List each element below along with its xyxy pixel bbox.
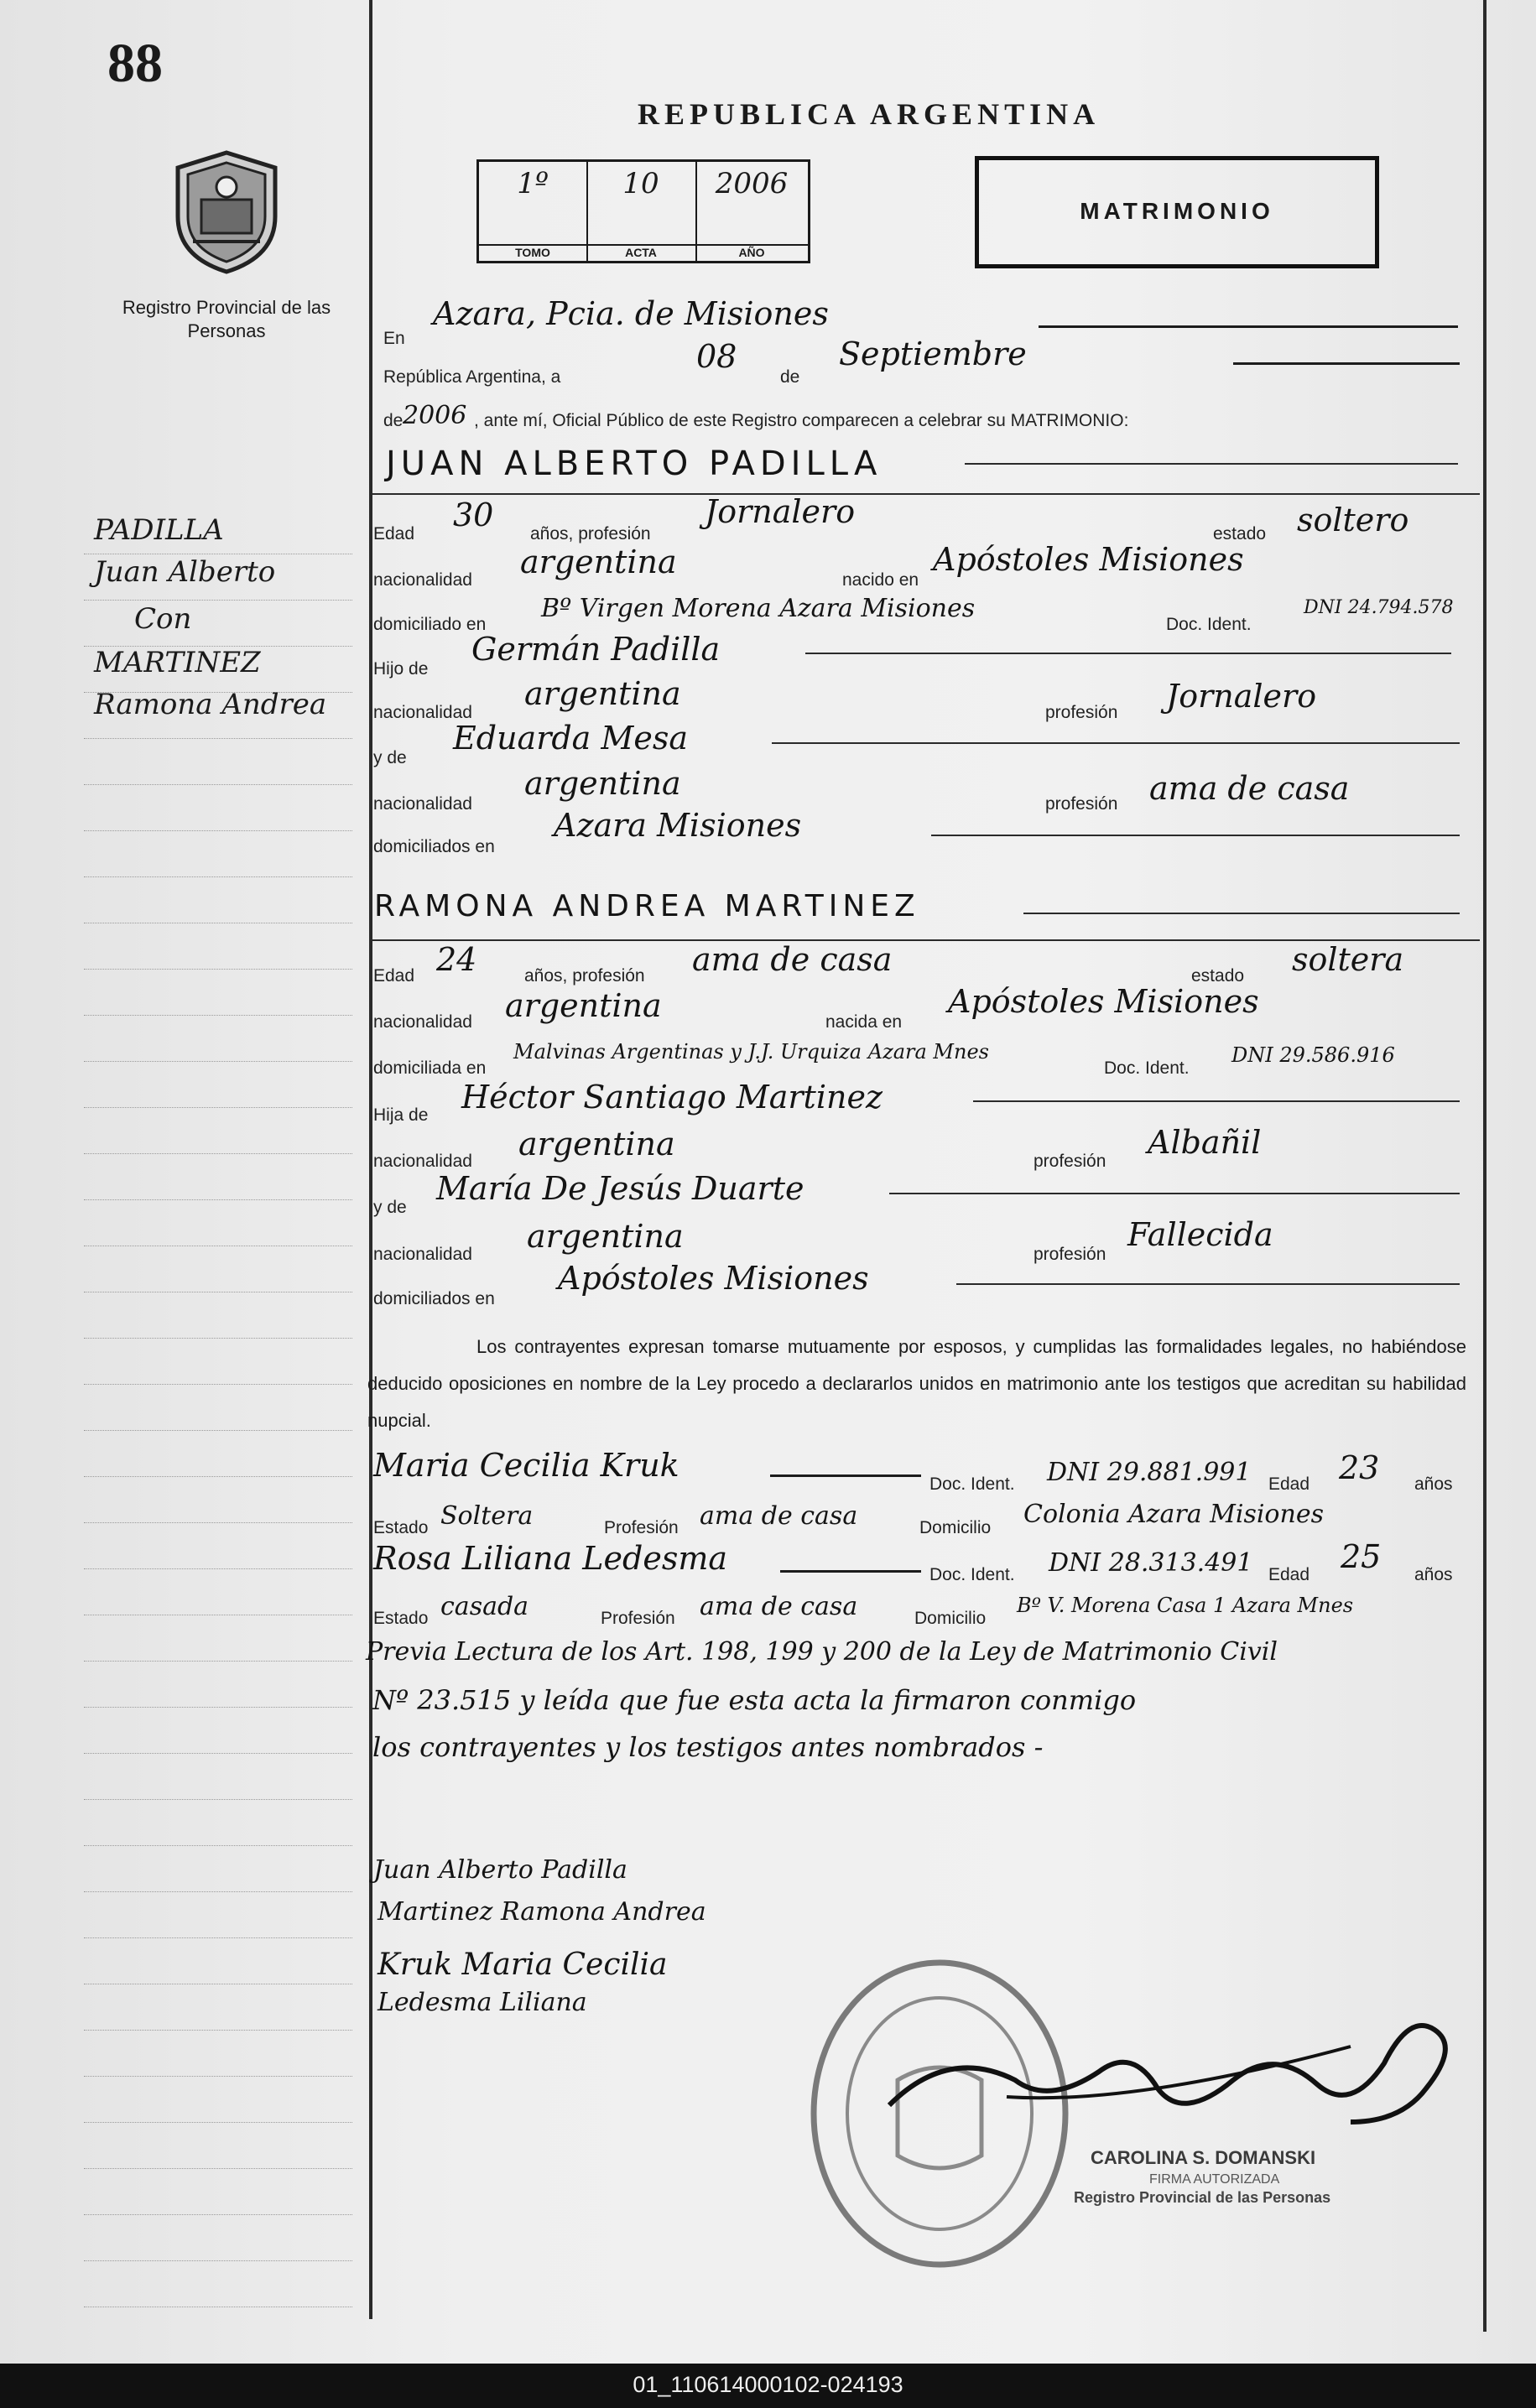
witness-2-status-label: Estado <box>373 1609 429 1628</box>
bride-age-label: Edad <box>373 966 415 986</box>
groom-father-label: Hijo de <box>373 659 429 679</box>
bride-mother: María De Jesús Duarte <box>436 1170 804 1207</box>
bride-status-label: estado <box>1191 966 1245 986</box>
groom-father-profession-label: profesión <box>1045 703 1118 722</box>
margin-rule-line <box>84 1153 352 1154</box>
margin-rule-line <box>84 1845 352 1846</box>
witness-1-profession: ama de casa <box>700 1501 858 1531</box>
groom-domicile-label: domiciliado en <box>373 615 487 634</box>
witness-1-status: Soltera <box>440 1501 534 1531</box>
official-title: FIRMA AUTORIZADA <box>1149 2172 1280 2187</box>
bride-nationality: argentina <box>505 987 662 1024</box>
margin-rule-line <box>84 2260 352 2261</box>
bride-mother-nationality-label: nacionalidad <box>373 1245 472 1264</box>
witness-2-status: casada <box>440 1592 529 1621</box>
witness-2-name: Rosa Liliana Ledesma <box>373 1540 728 1577</box>
bride-father-nationality: argentina <box>518 1126 675 1162</box>
groom-birthplace-label: nacido en <box>842 570 919 590</box>
groom-mother-nationality-label: nacionalidad <box>373 794 472 814</box>
bride-doc: DNI 29.586.916 <box>1231 1043 1395 1067</box>
margin-rule-line <box>84 1338 352 1339</box>
witness-1-name: Maria Cecilia Kruk <box>373 1447 679 1484</box>
country-title: REPUBLICA ARGENTINA <box>638 97 1101 131</box>
margin-rule-line <box>84 2122 352 2123</box>
tomo-value: 1º <box>517 167 549 200</box>
signature-3: Kruk Maria Cecilia <box>377 1948 668 1982</box>
bride-father-profession: Albañil <box>1148 1124 1262 1161</box>
witness-2-age: 25 <box>1341 1538 1382 1575</box>
margin-rule-line <box>84 1107 352 1108</box>
groom-age-label: Edad <box>373 524 415 543</box>
ano-label: AÑO <box>695 244 808 259</box>
groom-status-label: estado <box>1213 524 1267 543</box>
witness-1-doc-label: Doc. Ident. <box>929 1474 1015 1494</box>
margin-rule-line <box>84 1061 352 1062</box>
official-signature-icon <box>881 1996 1468 2147</box>
margin-rule-line <box>84 2076 352 2077</box>
bride-father-nationality-label: nacionalidad <box>373 1152 472 1171</box>
signature-4: Ledesma Liliana <box>377 1988 587 2017</box>
margin-note-3: Con <box>134 602 192 636</box>
official-name: CAROLINA S. DOMANSKI <box>1091 2147 1316 2168</box>
bride-father-profession-label: profesión <box>1034 1152 1106 1171</box>
margin-rule-line <box>84 1476 352 1477</box>
witness-1-domicile: Colonia Azara Misiones <box>1023 1500 1324 1529</box>
bride-mother-profession: Fallecida <box>1127 1216 1273 1253</box>
year-value: 2006 <box>403 401 467 430</box>
footer-id: 01_110614000102-024193 <box>633 2372 903 2397</box>
margin-rule-line <box>84 969 352 970</box>
witness-2-doc: DNI 28.313.491 <box>1049 1548 1253 1578</box>
label-de-2: de <box>383 411 404 430</box>
groom-parents-domicile-label: domiciliados en <box>373 837 495 856</box>
margin-rule-line <box>84 1568 352 1569</box>
groom-doc-label: Doc. Ident. <box>1166 615 1252 634</box>
margin-rule-line <box>84 738 352 739</box>
bride-doc-label: Doc. Ident. <box>1104 1058 1190 1078</box>
witness-2-doc-label: Doc. Ident. <box>929 1565 1015 1584</box>
witness-2-age-label: Edad <box>1268 1565 1310 1584</box>
registry-label: Registro Provincial de las Personas <box>122 297 331 341</box>
groom-mother: Eduarda Mesa <box>453 720 688 757</box>
acta-label: ACTA <box>586 244 695 259</box>
bride-parents-domicile-label: domiciliados en <box>373 1289 495 1308</box>
day-value: 08 <box>696 338 737 375</box>
witness-1-doc: DNI 29.881.991 <box>1047 1458 1252 1487</box>
bride-mother-nationality: argentina <box>527 1218 684 1255</box>
acta-value: 10 <box>622 167 659 200</box>
witness-1-age-label: Edad <box>1268 1474 1310 1494</box>
label-de: de <box>780 367 800 387</box>
margin-rule-line <box>84 784 352 785</box>
label-ante: , ante mí, Oficial Público de este Registro comparecen a celebrar su MATRIMONIO: <box>474 411 1129 430</box>
groom-profession-label: años, profesión <box>530 524 651 543</box>
margin-rule-line <box>84 2168 352 2169</box>
signature-1: Juan Alberto Padilla <box>373 1855 627 1885</box>
witness-1-anos-label: años <box>1414 1474 1453 1494</box>
groom-parents-domicile: Azara Misiones <box>554 807 802 844</box>
witness-2-domicile: Bº V. Morena Casa 1 Azara Mnes <box>1017 1594 1354 1617</box>
groom-father: Germán Padilla <box>471 631 721 668</box>
margin-rule-line <box>84 1891 352 1892</box>
margin-rule-line <box>84 1522 352 1523</box>
margin-rule-line <box>84 1661 352 1662</box>
witness-2-domicile-label: Domicilio <box>914 1609 987 1628</box>
margin-rule-line <box>84 830 352 831</box>
groom-profession: Jornalero <box>705 493 856 530</box>
bride-domicile: Malvinas Argentinas y J.J. Urquiza Azara Mnes <box>513 1040 989 1064</box>
bride-birthplace-label: nacida en <box>825 1012 903 1032</box>
witness-1-age: 23 <box>1339 1449 1380 1486</box>
groom-mother-nationality: argentina <box>524 765 681 802</box>
ano-value: 2006 <box>715 167 789 200</box>
margin-rule-line <box>84 1937 352 1938</box>
bride-domicile-label: domiciliada en <box>373 1058 487 1078</box>
bride-father: Héctor Santiago Martinez <box>461 1079 883 1116</box>
witness-2-profession-label: Profesión <box>601 1609 675 1628</box>
margin-rule-line <box>84 1430 352 1431</box>
groom-mother-profession: ama de casa <box>1149 770 1350 807</box>
bride-parents-domicile: Apóstoles Misiones <box>558 1260 869 1297</box>
groom-birthplace: Apóstoles Misiones <box>933 541 1244 578</box>
bride-profession: ama de casa <box>692 941 893 978</box>
groom-mother-profession-label: profesión <box>1045 794 1118 814</box>
groom-doc: DNI 24.794.578 <box>1304 597 1454 618</box>
margin-rule-line <box>84 1753 352 1754</box>
month-value: Septiembre <box>839 335 1027 372</box>
groom-nationality: argentina <box>520 543 677 580</box>
bride-mother-label: y de <box>373 1198 407 1217</box>
groom-age: 30 <box>453 497 494 533</box>
margin-rule-line <box>84 2030 352 2031</box>
margin-note-4: MARTINEZ <box>94 646 261 679</box>
closing-line-1: Previa Lectura de los Art. 198, 199 y 200 de la Ley de Matrimonio Civil <box>366 1637 1278 1667</box>
margin-rule-line <box>84 1015 352 1016</box>
label-republica: República Argentina, a <box>383 367 561 387</box>
groom-name: JUAN ALBERTO PADILLA <box>386 445 883 483</box>
groom-father-nationality: argentina <box>524 675 681 712</box>
groom-nationality-label: nacionalidad <box>373 570 472 590</box>
declaration-text: Los contrayentes expresan tomarse mutuamente por esposos, y cumplidas las formalidades legales, no habiéndose deducido oposiciones en nombre de la Ley procedo a declararlos unidos en matrimonio ante los testigos que acreditan su habilidad nupcial. <box>367 1336 1466 1431</box>
bride-nationality-label: nacionalidad <box>373 1012 472 1032</box>
witness-1-domicile-label: Domicilio <box>919 1518 992 1537</box>
groom-status: soltero <box>1297 502 1409 538</box>
closing-line-3: los contrayentes y los testigos antes nombrados - <box>372 1731 1044 1763</box>
bride-age: 24 <box>436 941 477 978</box>
witness-2-anos-label: años <box>1414 1565 1453 1584</box>
witness-1-status-label: Estado <box>373 1518 429 1537</box>
bride-birthplace: Apóstoles Misiones <box>948 983 1259 1020</box>
closing-line-2: Nº 23.515 y leída que fue esta acta la firmaron conmigo <box>372 1684 1137 1716</box>
bride-profession-label: años, profesión <box>524 966 645 986</box>
left-margin-rule <box>369 0 372 2319</box>
margin-note-5: Ramona Andrea <box>94 688 327 721</box>
witness-2-profession: ama de casa <box>700 1592 858 1621</box>
tomo-label: TOMO <box>479 244 586 259</box>
bride-status: soltera <box>1292 941 1404 978</box>
groom-father-profession: Jornalero <box>1166 678 1317 715</box>
label-en: En <box>383 329 405 348</box>
margin-rule-line <box>84 2214 352 2215</box>
margin-note-1: PADILLA <box>94 513 224 547</box>
place-value: Azara, Pcia. de Misiones <box>433 295 829 332</box>
official-office: Registro Provincial de las Personas <box>1074 2189 1331 2206</box>
groom-domicile: Bº Virgen Morena Azara Misiones <box>541 594 976 623</box>
bride-mother-profession-label: profesión <box>1034 1245 1106 1264</box>
record-type-box <box>975 156 1379 268</box>
signature-2: Martinez Ramona Andrea <box>377 1897 706 1927</box>
margin-rule-line <box>84 1199 352 1200</box>
groom-father-nationality-label: nacionalidad <box>373 703 472 722</box>
margin-rule-line <box>84 1707 352 1708</box>
margin-rule-line <box>84 1799 352 1800</box>
record-number-box <box>476 159 810 263</box>
bride-name: RAMONA ANDREA MARTINEZ <box>374 889 920 923</box>
margin-rule-line <box>84 1384 352 1385</box>
witness-1-profession-label: Profesión <box>604 1518 679 1537</box>
registry-emblem-icon <box>168 149 285 275</box>
margin-note-2: Juan Alberto <box>94 555 276 589</box>
bride-father-label: Hija de <box>373 1105 429 1125</box>
record-type: MATRIMONIO <box>1080 198 1274 224</box>
page-number: 88 <box>107 33 163 94</box>
groom-mother-label: y de <box>373 748 407 767</box>
right-margin-rule <box>1483 0 1487 2332</box>
margin-rule-line <box>84 876 352 877</box>
margin-rule-line <box>84 600 352 601</box>
